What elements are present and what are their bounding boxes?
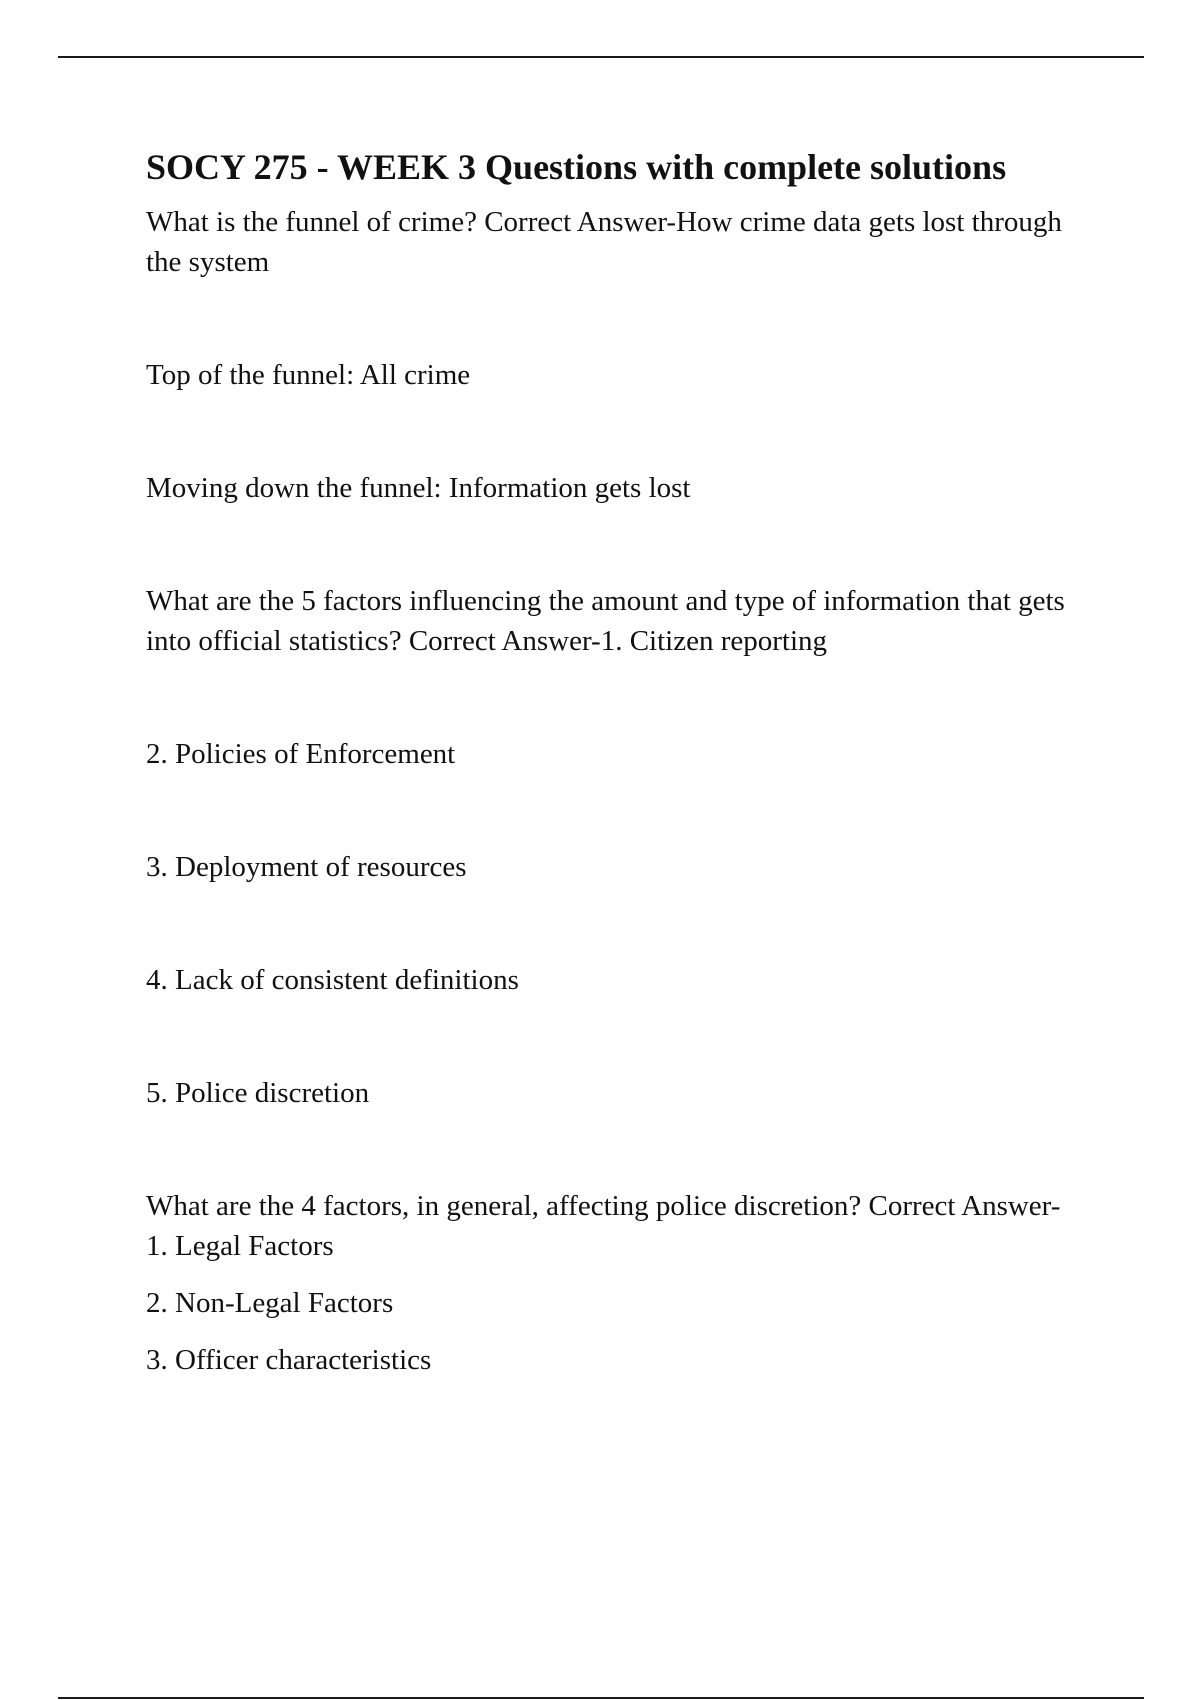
list-item-lack-of-definitions: 4. Lack of consistent definitions <box>146 964 519 996</box>
paragraph-five-factors-question: What are the 5 factors influencing the amount and type of information that gets into official statistics? Correct Answer-1. Citizen reporting <box>146 585 1065 657</box>
paragraph-top-of-funnel: Top of the funnel: All crime <box>146 359 471 391</box>
list-item-deployment-of-resources: 3. Deployment of resources <box>146 851 467 883</box>
list-item-non-legal-factors: 2. Non-Legal Factors <box>146 1287 394 1319</box>
document-body <box>146 142 1076 1380</box>
footer-rule <box>58 1697 1144 1699</box>
paragraph-moving-down-funnel: Moving down the funnel: Information gets lost <box>146 472 691 504</box>
list-item-officer-characteristics: 3. Officer characteristics <box>146 1344 432 1376</box>
paragraph-funnel-question: What is the funnel of crime? Correct Answer-How crime data gets lost through the system <box>146 206 1062 278</box>
list-item-police-discretion: 5. Police discretion <box>146 1077 370 1109</box>
paragraph-four-factors-question: What are the 4 factors, in general, affecting police discretion? Correct Answer-1. Legal Factors <box>146 1190 1061 1262</box>
page-title: SOCY 275 - WEEK 3 Questions with complete solutions <box>146 147 1007 187</box>
list-item-policies-of-enforcement: 2. Policies of Enforcement <box>146 738 456 770</box>
header-rule <box>58 56 1144 58</box>
